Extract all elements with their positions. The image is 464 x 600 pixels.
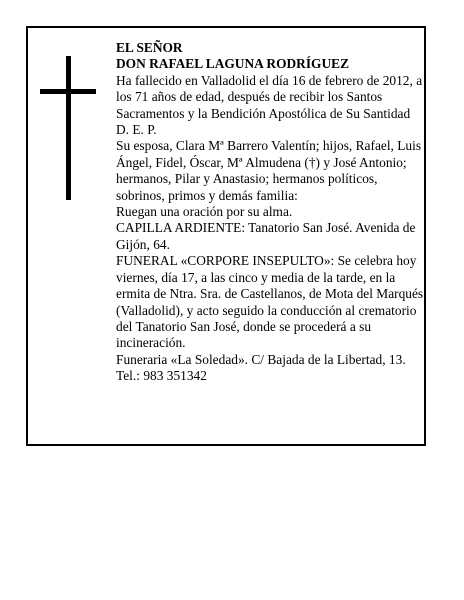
death-announcement: Ha fallecido en Valladolid el día 16 de febrero de 2012, a los 71 años de edad, después de recibir los Santos Sacramentos y la Bendición Apostólica de Su Santidad [116, 72, 423, 121]
cross-vertical-bar [66, 56, 71, 200]
rip-line: D. E. P. [116, 122, 157, 138]
obituary-notice [26, 26, 426, 446]
obituary-text [116, 40, 428, 385]
deceased-name: DON RAFAEL LAGUNA RODRÍGUEZ [116, 56, 349, 72]
prayer-request: Ruegan una oración por su alma. [116, 204, 293, 220]
title-line-1: EL SEÑOR [116, 40, 183, 55]
cross-icon [40, 56, 96, 200]
chapel-info: CAPILLA ARDIENTE: Tanatorio San José. Avenida de Gijón, 64. [116, 220, 416, 252]
family-list: Su esposa, Clara Mª Barrero Valentín; hijos, Rafael, Luis Ángel, Fidel, Óscar, Mª Almudena (†) y José Antonio; hermanos, Pilar y Anastasio; hermanos políticos, sobrinos, primos y demás familia: [116, 138, 422, 203]
funeral-info: FUNERAL «CORPORE INSEPULTO»: Se celebra hoy viernes, día 17, a las cinco y media de la tarde, en la ermita de Ntra. Sra. de Castellanos, de Mota del Marqués (Valladolid), y acto seguido la conducción al crematorio del Tanatorio San José, donde se procederá a su incineración. [116, 253, 424, 351]
funeral-home: Funeraria «La Soledad». C/ Bajada de la Libertad, 13. [116, 351, 406, 367]
cross-horizontal-bar [40, 89, 96, 94]
phone-number: Tel.: 983 351342 [116, 368, 207, 384]
